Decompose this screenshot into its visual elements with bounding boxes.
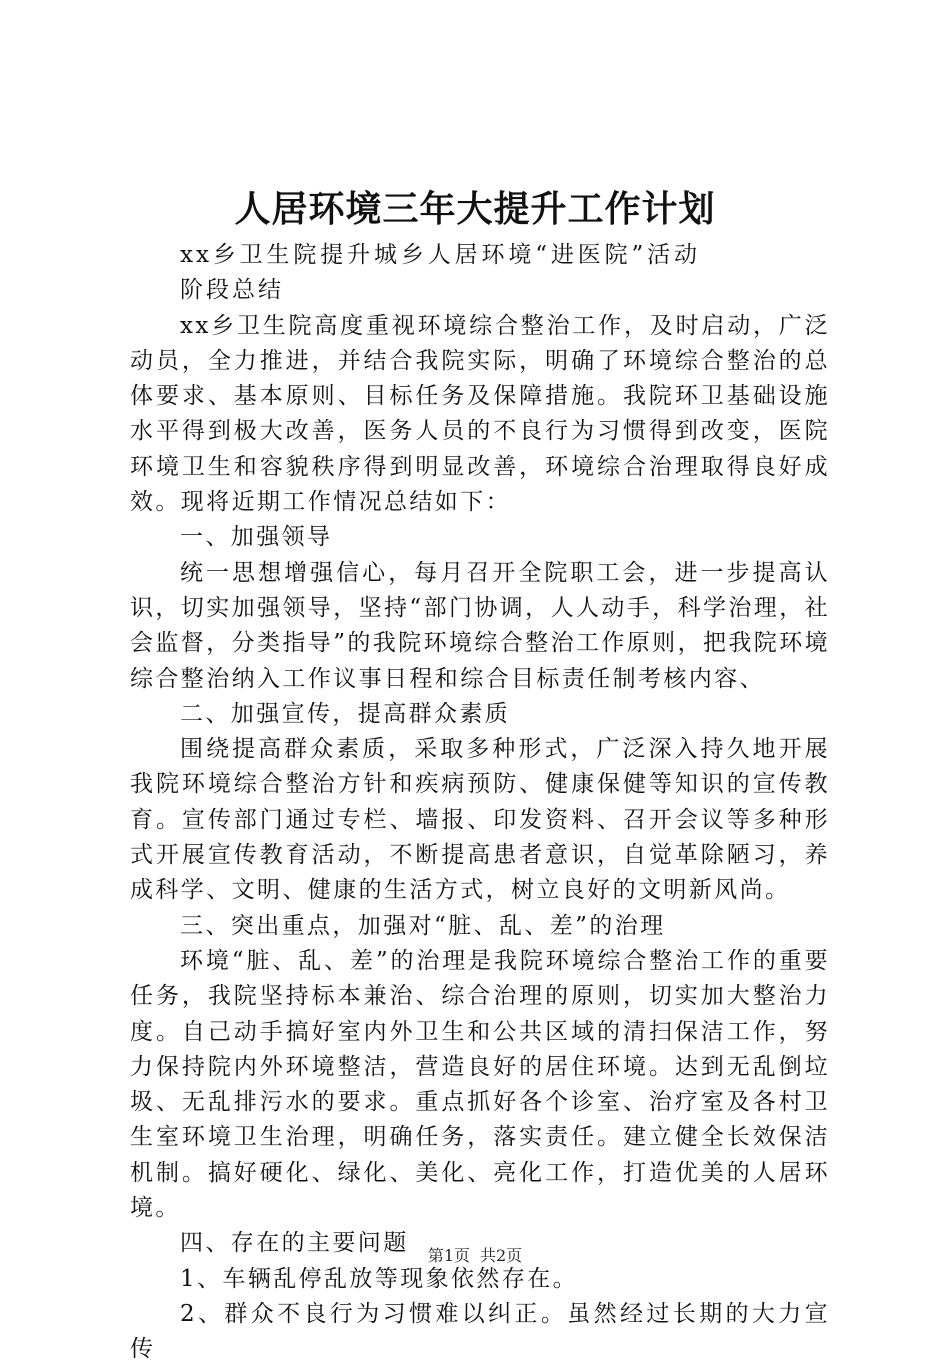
paragraph-section-1: 统一思想增强信心，每月召开全院职工会，进一步提高认识，切实加强领导，坚持“部门协调，人人动手，科学治理，社会监督，分类指导”的我院环境综合整治工作原则，把我院环境综合整治纳入工作议事日程和综合目标责任制考核内容、: [130, 559, 830, 692]
section-heading-2: 二、加强宣传，提高群众素质: [180, 700, 511, 727]
page-number: 第1页: [427, 1246, 470, 1265]
page-footer: [0, 1245, 950, 1267]
document-subtitle: xx乡卫生院提升城乡人居环境“进医院”活动阶段总结: [180, 242, 700, 304]
section-heading-3: 三、突出重点，加强对“脏、乱、差”的治理: [180, 912, 666, 939]
paragraph-section-3: 环境“脏、乱、差”的治理是我院环境综合整治工作的重要任务，我院坚持标本兼治、综合治理的原则，切实加大整治力度。自己动手搞好室内外卫生和公共区域的清扫保洁工作，努力保持院内外环境整洁，营造良好的居住环境。达到无乱倒垃圾、无乱排污水的要求。重点抓好各个诊室、治疗室及各村卫生室环境卫生治理，明确任务，落实责任。建立健全长效保洁机制。搞好硬化、绿化、美化、亮化工作，打造优美的人居环境。: [130, 947, 830, 1222]
list-item-2: 2、群众不良行为习惯难以纠正。虽然经过长期的大力宣传: [130, 1300, 830, 1363]
page-total: 共2页: [480, 1246, 523, 1265]
document-body: [130, 238, 830, 1368]
document-title: 人居环境三年大提升工作计划: [234, 188, 716, 230]
list-item-1: 1、车辆乱停乱放等现象依然存在。: [180, 1265, 579, 1292]
section-heading-4: 四、存在的主要问题: [180, 1230, 409, 1257]
section-heading-1: 一、加强领导: [180, 524, 333, 551]
paragraph-section-2: 围绕提高群众素质，采取多种形式，广泛深入持久地开展我院环境综合整治方针和疾病预防、健康保健等知识的宣传教育。宣传部门通过专栏、墙报、印发资料、召开会议等多种形式开展宣传教育活动，不断提高患者意识，自觉革除陋习，养成科学、文明、健康的生活方式，树立良好的文明新风尚。: [130, 736, 830, 904]
paragraph-intro: xx乡卫生院高度重视环境综合整治工作，及时启动，广泛动员，全力推进，并结合我院实际，明确了环境综合整治的总体要求、基本原则、目标任务及保障措施。我院环卫基础设施水平得到极大改善，医务人员的不良行为习惯得到改变，医院环境卫生和容貌秩序得到明显改善，环境综合治理取得良好成效。现将近期工作情况总结如下：: [130, 312, 830, 516]
